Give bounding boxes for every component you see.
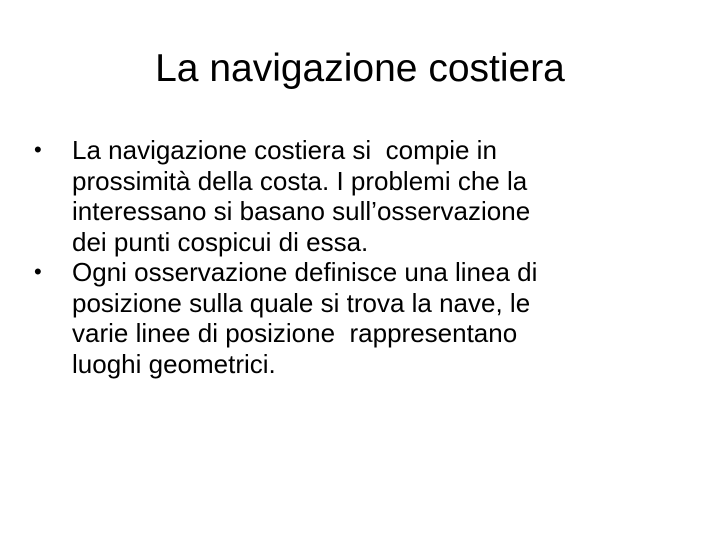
bullet-dot-icon: • (34, 259, 42, 284)
bullet-line: dei punti cospicui di essa. (72, 226, 369, 257)
bullet-item (34, 135, 664, 257)
bullet-dot-icon: • (34, 137, 42, 162)
bullet-line: varie linee di posizione rappresentano (72, 318, 518, 348)
slide-title: La navigazione costiera (155, 47, 565, 90)
bullet-line: prossimità della costa. I problemi che la (72, 165, 528, 196)
bullet-line: La navigazione costiera si compie in (72, 135, 497, 165)
bullet-line: luoghi geometrici. (72, 348, 276, 379)
bullet-list (34, 135, 664, 379)
bullet-item (34, 257, 664, 379)
bullet-line: posizione sulla quale si trova la nave, le (72, 287, 531, 318)
bullet-line: interessano si basano sull’osservazione (72, 196, 531, 226)
bullet-line: Ogni osservazione definisce una linea di (72, 257, 538, 287)
